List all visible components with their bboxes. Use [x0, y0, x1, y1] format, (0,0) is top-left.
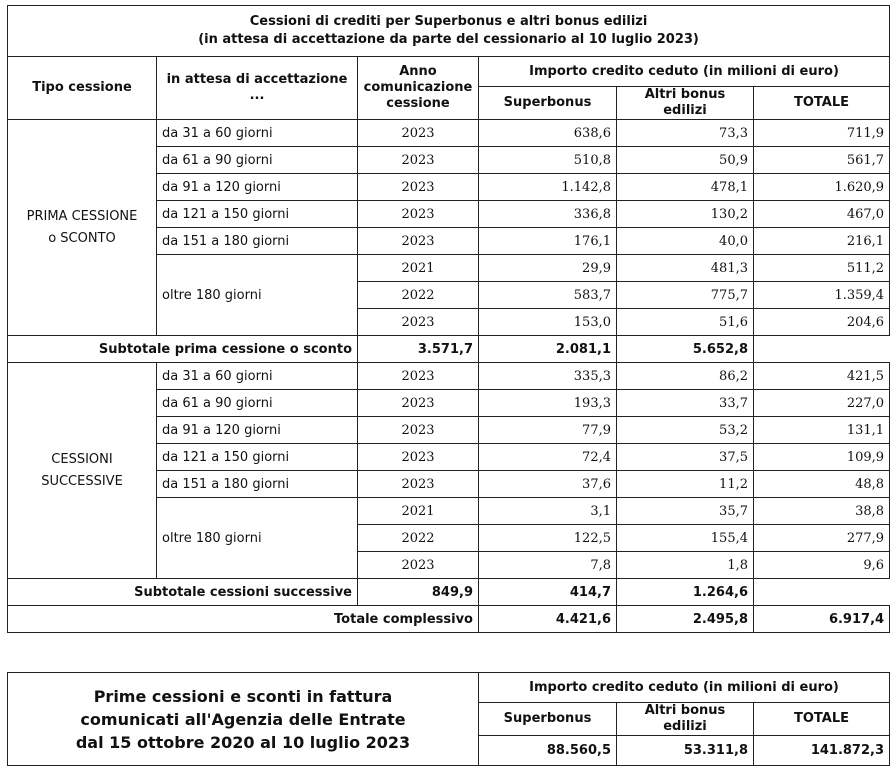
period-cell: da 61 a 90 giorni [157, 147, 358, 174]
superbonus-cell: 176,1 [479, 228, 617, 255]
totale-cell: 467,0 [754, 201, 890, 228]
totale-cell: 204,6 [754, 309, 890, 336]
year-cell: 2022 [358, 282, 479, 309]
period-cell: da 151 a 180 giorni [157, 471, 358, 498]
category-line-1: PRIMA CESSIONE [26, 208, 138, 224]
grand-total-altri-bonus: 2.495,8 [617, 606, 754, 633]
superbonus-cell: 37,6 [479, 471, 617, 498]
totale-cell: 1.620,9 [754, 174, 890, 201]
year-cell: 2023 [358, 552, 479, 579]
year-cell: 2023 [358, 444, 479, 471]
header-totale: TOTALE [754, 87, 890, 120]
header-in-attesa: in attesa di accettazione ... [157, 57, 358, 120]
year-cell: 2023 [358, 390, 479, 417]
altri-bonus-cell: 40,0 [617, 228, 754, 255]
summary-label-line-3: dal 15 ottobre 2020 al 10 luglio 2023 [75, 732, 411, 752]
period-cell: oltre 180 giorni [157, 255, 358, 336]
subtotal-row [8, 336, 890, 363]
summary-header-superbonus: Superbonus [479, 703, 617, 736]
totale-cell: 48,8 [754, 471, 890, 498]
table-row [8, 120, 890, 147]
superbonus-cell: 72,4 [479, 444, 617, 471]
grand-total-row [8, 606, 890, 633]
altri-bonus-cell: 51,6 [617, 309, 754, 336]
year-cell: 2021 [358, 498, 479, 525]
altri-bonus-cell: 130,2 [617, 201, 754, 228]
altri-bonus-cell: 1,8 [617, 552, 754, 579]
superbonus-cell: 583,7 [479, 282, 617, 309]
totale-cell: 511,2 [754, 255, 890, 282]
year-cell: 2023 [358, 309, 479, 336]
summary-label-line-2: comunicati all'Agenzia delle Entrate [80, 709, 406, 729]
subtotal-altri-bonus: 414,7 [479, 579, 617, 606]
totale-cell: 216,1 [754, 228, 890, 255]
summary-totale-value: 141.872,3 [754, 736, 890, 766]
altri-bonus-cell: 478,1 [617, 174, 754, 201]
year-cell: 2021 [358, 255, 479, 282]
year-cell: 2023 [358, 174, 479, 201]
superbonus-cell: 29,9 [479, 255, 617, 282]
subtotal-superbonus: 849,9 [358, 579, 479, 606]
subtotal-row [8, 579, 890, 606]
year-cell: 2023 [358, 417, 479, 444]
year-cell: 2023 [358, 363, 479, 390]
superbonus-cell: 153,0 [479, 309, 617, 336]
table-title [8, 6, 890, 57]
cessioni-table [7, 5, 890, 633]
summary-altri-value: 53.311,8 [617, 736, 754, 766]
title-line-1: Cessioni di crediti per Superbonus e altri bonus edilizi [249, 14, 648, 29]
period-cell: da 31 a 60 giorni [157, 363, 358, 390]
table-row [8, 363, 890, 390]
subtotal-altri-bonus: 2.081,1 [479, 336, 617, 363]
altri-bonus-cell: 481,3 [617, 255, 754, 282]
totale-cell: 227,0 [754, 390, 890, 417]
altri-bonus-cell: 50,9 [617, 147, 754, 174]
superbonus-cell: 122,5 [479, 525, 617, 552]
superbonus-cell: 77,9 [479, 417, 617, 444]
period-cell: da 91 a 120 giorni [157, 174, 358, 201]
totale-cell: 9,6 [754, 552, 890, 579]
altri-bonus-cell: 35,7 [617, 498, 754, 525]
summary-header-totale: TOTALE [754, 703, 890, 736]
period-cell: da 31 a 60 giorni [157, 120, 358, 147]
year-cell: 2022 [358, 525, 479, 552]
header-superbonus: Superbonus [479, 87, 617, 120]
summary-label-line-1: Prime cessioni e sconti in fattura [93, 686, 393, 706]
altri-bonus-cell: 73,3 [617, 120, 754, 147]
subtotal-label: Subtotale prima cessione o sconto [8, 336, 358, 363]
grand-total-superbonus: 4.421,6 [479, 606, 617, 633]
totale-cell: 109,9 [754, 444, 890, 471]
period-cell: da 61 a 90 giorni [157, 390, 358, 417]
altri-bonus-cell: 33,7 [617, 390, 754, 417]
superbonus-cell: 638,6 [479, 120, 617, 147]
altri-bonus-cell: 37,5 [617, 444, 754, 471]
header-tipo-cessione: Tipo cessione [8, 57, 157, 120]
category-cell [8, 363, 157, 579]
superbonus-cell: 335,3 [479, 363, 617, 390]
year-cell: 2023 [358, 201, 479, 228]
category-line-2: o SCONTO [48, 230, 116, 246]
totale-cell: 277,9 [754, 525, 890, 552]
totale-cell: 421,5 [754, 363, 890, 390]
grand-total-label: Totale complessivo [8, 606, 479, 633]
totale-cell: 1.359,4 [754, 282, 890, 309]
totale-cell: 131,1 [754, 417, 890, 444]
header-altri-bonus: Altri bonus edilizi [617, 87, 754, 120]
summary-table [7, 672, 890, 766]
altri-bonus-cell: 11,2 [617, 471, 754, 498]
year-cell: 2023 [358, 120, 479, 147]
summary-header-importo: Importo credito ceduto (in milioni di euro) [479, 673, 890, 703]
period-cell: da 121 a 150 giorni [157, 444, 358, 471]
subtotal-label: Subtotale cessioni successive [8, 579, 358, 606]
superbonus-cell: 193,3 [479, 390, 617, 417]
superbonus-cell: 1.142,8 [479, 174, 617, 201]
period-cell: oltre 180 giorni [157, 498, 358, 579]
period-cell: da 151 a 180 giorni [157, 228, 358, 255]
altri-bonus-cell: 775,7 [617, 282, 754, 309]
summary-superbonus-value: 88.560,5 [479, 736, 617, 766]
period-cell: da 91 a 120 giorni [157, 417, 358, 444]
superbonus-cell: 7,8 [479, 552, 617, 579]
subtotal-totale: 5.652,8 [617, 336, 754, 363]
altri-bonus-cell: 53,2 [617, 417, 754, 444]
period-cell: da 121 a 150 giorni [157, 201, 358, 228]
totale-cell: 561,7 [754, 147, 890, 174]
totale-cell: 711,9 [754, 120, 890, 147]
superbonus-cell: 510,8 [479, 147, 617, 174]
totale-cell: 38,8 [754, 498, 890, 525]
summary-label [8, 673, 479, 766]
year-cell: 2023 [358, 147, 479, 174]
altri-bonus-cell: 155,4 [617, 525, 754, 552]
superbonus-cell: 336,8 [479, 201, 617, 228]
subtotal-totale: 1.264,6 [617, 579, 754, 606]
altri-bonus-cell: 86,2 [617, 363, 754, 390]
category-line-1: CESSIONI [51, 451, 113, 467]
category-cell [8, 120, 157, 336]
title-line-2: (in attesa di accettazione da parte del cessionario al 10 luglio 2023) [198, 32, 699, 47]
header-importo: Importo credito ceduto (in milioni di euro) [479, 57, 890, 87]
grand-total-totale: 6.917,4 [754, 606, 890, 633]
year-cell: 2023 [358, 228, 479, 255]
summary-header-altri: Altri bonus edilizi [617, 703, 754, 736]
header-anno: Anno comunicazione cessione [358, 57, 479, 120]
subtotal-superbonus: 3.571,7 [358, 336, 479, 363]
superbonus-cell: 3,1 [479, 498, 617, 525]
category-line-2: SUCCESSIVE [41, 473, 123, 489]
year-cell: 2023 [358, 471, 479, 498]
